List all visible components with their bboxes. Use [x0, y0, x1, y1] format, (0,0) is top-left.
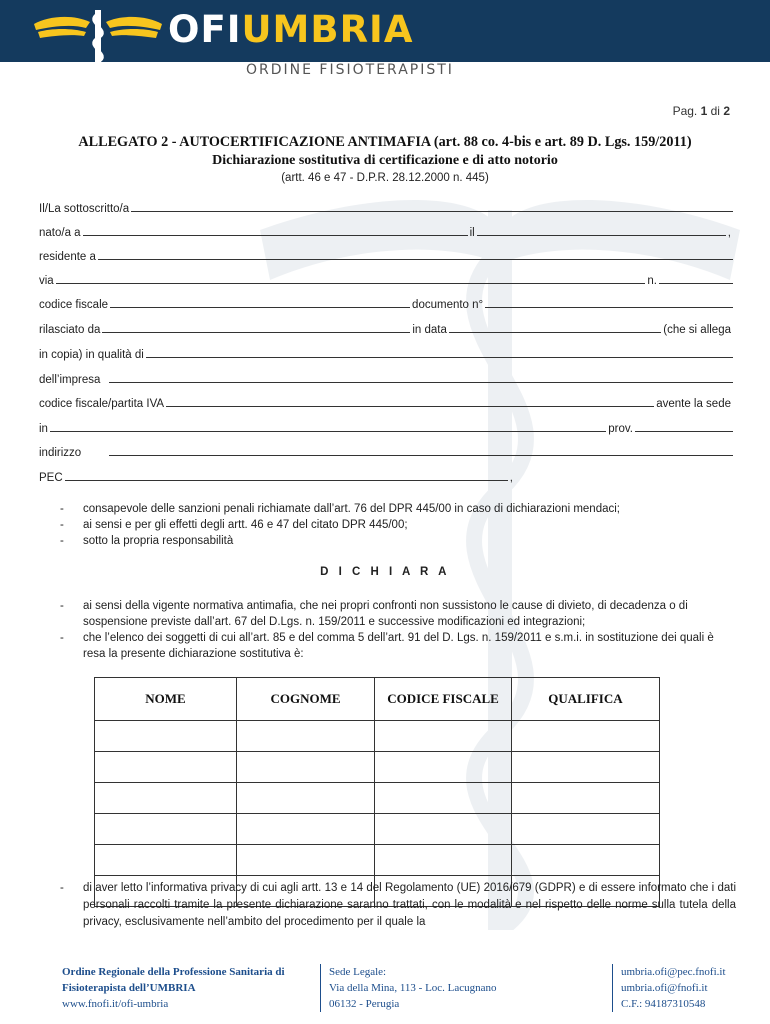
col-nome: NOME — [95, 678, 237, 721]
table-cell[interactable] — [95, 783, 237, 814]
document-reference: (artt. 46 e 47 - D.P.R. 28.12.2000 n. 445) — [281, 172, 489, 184]
table-cell[interactable] — [375, 783, 512, 814]
table-row — [95, 783, 660, 814]
field-row-via — [37, 271, 733, 287]
footer-sede-city: 06132 - Perugia — [329, 998, 400, 1010]
list-item — [60, 598, 736, 630]
label-il: il — [469, 227, 475, 239]
dash: - — [60, 882, 64, 894]
footer-sede-address: Via della Mina, 113 - Loc. Lacugnano — [329, 982, 497, 994]
field-row-indirizzo — [37, 443, 733, 459]
premise-text: consapevole delle sanzioni penali richiamate dall’art. 76 del DPR 445/00 in caso di dichiarazioni mendaci; — [83, 503, 620, 515]
list-item — [60, 501, 736, 517]
footer-contacts — [612, 964, 770, 1012]
dichiara-heading: D I C H I A R A — [320, 566, 450, 578]
field-row-cf-iva — [37, 394, 733, 410]
page-number — [673, 104, 730, 118]
blank-residente[interactable] — [98, 258, 733, 260]
blank-qualita[interactable] — [146, 356, 733, 358]
footer-org — [62, 964, 312, 1012]
table-row — [95, 721, 660, 752]
list-item — [60, 533, 736, 549]
subjects-table — [94, 677, 660, 907]
table-cell[interactable] — [375, 721, 512, 752]
footer-org-line1: Ordine Regionale della Professione Sanitaria di — [62, 966, 285, 978]
blank-codice-fiscale[interactable] — [110, 306, 410, 308]
field-row-nato — [37, 223, 733, 239]
table-cell[interactable] — [236, 721, 374, 752]
page-label: Pag. — [672, 104, 698, 118]
page-total: 2 — [723, 104, 730, 118]
page-current: 1 — [700, 104, 708, 118]
letterhead — [0, 0, 770, 85]
premises-list — [60, 501, 736, 549]
footer-cf: C.F.: 94187310548 — [621, 998, 706, 1010]
blank-rilasciato[interactable] — [102, 331, 410, 333]
blank-cf-iva[interactable] — [166, 405, 654, 407]
declaration-text: ai sensi della vigente normativa antimafia, che nei propri confronti non sussistono le cause di divieto, di decadenza o di sospensione previste dall’art. 67 del D.Lgs. n. 159/2011 e successive modificazioni ed integrazioni; — [83, 600, 688, 628]
blank-in-data[interactable] — [449, 331, 661, 333]
blank-sottoscritto[interactable] — [131, 210, 733, 212]
list-item — [60, 880, 736, 931]
table-cell[interactable] — [511, 752, 659, 783]
blank-n[interactable] — [659, 282, 733, 284]
brand-umbria: UMBRIA — [241, 8, 414, 51]
caduceus-logo-icon — [28, 4, 168, 66]
footer-pec-link[interactable]: umbria.ofi@pec.fnofi.it — [621, 966, 726, 978]
label-via: via — [39, 275, 54, 287]
col-codice-fiscale: CODICE FISCALE — [375, 678, 512, 721]
table-cell[interactable] — [511, 814, 659, 845]
table-cell[interactable] — [511, 783, 659, 814]
declaration-text: che l’elenco dei soggetti di cui all’art. 85 e del comma 5 dell’art. 91 del D. Lgs. n. 159/2011 e s.m.i. in sostituzione dei quali è resa la presente dichiarazione sostitutiva è: — [83, 632, 714, 660]
table-cell[interactable] — [511, 721, 659, 752]
premise-text: ai sensi e per gli effetti degli artt. 46 e 47 del citato DPR 445/00; — [83, 519, 408, 531]
privacy-list — [60, 880, 736, 931]
label-pec: PEC — [39, 472, 63, 484]
privacy-text: di aver letto l’informativa privacy di cui agli artt. 13 e 14 del Regolamento (UE) 2016/679 (GDPR) e di essere informato che i dati personali raccolti tramite la presente dichiarazione saranno trattati, con le modalità e nel rispetto delle norme sulla tutela della privacy, esclusivamente nell’ambito del procedimento per il quale la — [83, 882, 736, 928]
footer-address — [320, 964, 609, 1012]
table-cell[interactable] — [375, 814, 512, 845]
col-cognome: COGNOME — [236, 678, 374, 721]
footer-website-link[interactable]: www.fnofi.it/ofi-umbria — [62, 998, 169, 1010]
label-codice-fiscale: codice fiscale — [39, 299, 109, 311]
field-row-impresa — [37, 370, 733, 386]
footer-email-link[interactable]: umbria.ofi@fnofi.it — [621, 982, 708, 994]
label-nato: nato/a a — [39, 227, 81, 239]
table-row — [95, 752, 660, 783]
document-subtitle: Dichiarazione sostitutiva di certificazione e di atto notorio — [212, 153, 558, 168]
label-rilasciato: rilasciato da — [39, 324, 101, 336]
label-residente: residente a — [39, 251, 96, 263]
label-n: n. — [647, 275, 657, 287]
blank-prov[interactable] — [635, 430, 733, 432]
label-pec-end: , — [509, 472, 513, 484]
label-cf-iva: codice fiscale/partita IVA — [39, 398, 165, 410]
label-in-copia: in copia) in qualità di — [39, 349, 144, 361]
blank-sede[interactable] — [50, 430, 606, 432]
dash: - — [60, 600, 64, 612]
blank-via[interactable] — [56, 282, 646, 284]
table-cell[interactable] — [95, 814, 237, 845]
label-indirizzo: indirizzo — [39, 447, 82, 459]
footer-org-line2: Fisioterapista dell’UMBRIA — [62, 982, 196, 994]
label-in: in — [39, 423, 48, 435]
dash: - — [60, 535, 64, 547]
dash: - — [60, 503, 64, 515]
brand-subtitle: ORDINE FISIOTERAPISTI — [246, 62, 454, 78]
field-row-qualita — [37, 345, 733, 361]
blank-pec[interactable] — [65, 479, 508, 481]
document-title: ALLEGATO 2 - AUTOCERTIFICAZIONE ANTIMAFIA (art. 88 co. 4-bis e art. 89 D. Lgs. 159/2011) — [78, 134, 692, 150]
label-in-data: in data — [412, 324, 447, 336]
table-cell[interactable] — [95, 752, 237, 783]
page-footer — [0, 958, 770, 1018]
table-cell[interactable] — [236, 752, 374, 783]
blank-documento[interactable] — [485, 306, 733, 308]
dash: - — [60, 519, 64, 531]
table-cell[interactable] — [511, 845, 659, 876]
declarations-list — [60, 598, 736, 662]
table-cell[interactable] — [95, 845, 237, 876]
col-qualifica: QUALIFICA — [511, 678, 659, 721]
field-row-sede — [37, 419, 733, 435]
label-prov: prov. — [608, 423, 633, 435]
dash: - — [60, 632, 64, 644]
label-documento: documento n° — [412, 299, 484, 311]
label-si-allega: (che si allega — [663, 324, 731, 336]
table-cell[interactable] — [236, 814, 374, 845]
page-sep: di — [710, 104, 720, 118]
table-cell[interactable] — [375, 845, 512, 876]
field-row-sottoscritto — [37, 199, 733, 215]
brand-name — [168, 10, 413, 50]
list-item — [60, 630, 736, 662]
table-row — [95, 845, 660, 876]
label-avente: avente la sede — [656, 398, 731, 410]
premise-text: sotto la propria responsabilità — [83, 535, 234, 547]
list-item — [60, 517, 736, 533]
blank-indirizzo[interactable] — [109, 454, 733, 456]
table-row — [95, 814, 660, 845]
table-cell[interactable] — [95, 721, 237, 752]
footer-sede-label: Sede Legale: — [329, 966, 387, 978]
label-comma: , — [727, 227, 731, 239]
brand-ofi: OFI — [168, 8, 242, 51]
table-header-row — [95, 678, 660, 721]
blank-il[interactable] — [477, 234, 726, 236]
blank-impresa[interactable] — [109, 381, 733, 383]
blank-nato[interactable] — [83, 234, 468, 236]
field-row-pec — [37, 468, 515, 484]
table-cell[interactable] — [236, 845, 374, 876]
label-sottoscritto: Il/La sottoscritto/a — [39, 203, 130, 215]
table-cell[interactable] — [236, 783, 374, 814]
table-cell[interactable] — [375, 752, 512, 783]
field-row-residente — [37, 247, 733, 263]
field-row-codice-fiscale — [37, 295, 733, 311]
field-row-rilasciato — [37, 320, 733, 336]
label-impresa: dell’impresa — [39, 374, 101, 386]
